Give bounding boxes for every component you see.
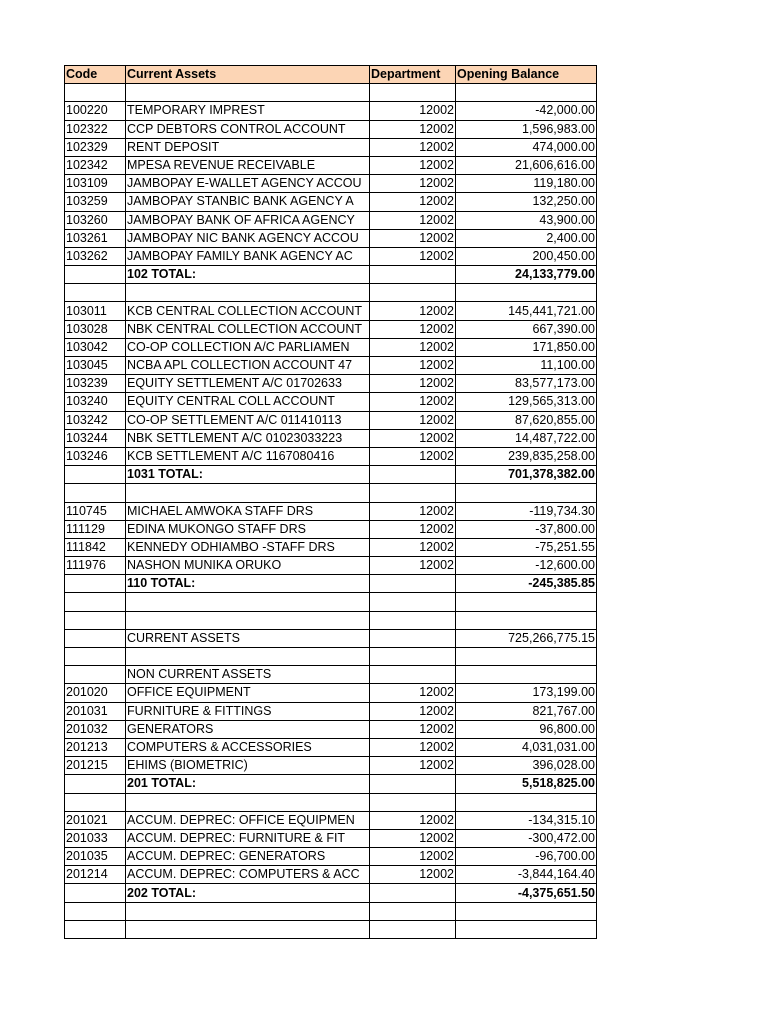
table-row (65, 502, 597, 520)
table-row (65, 793, 597, 811)
department-cell[interactable] (370, 484, 456, 502)
balance-sheet-table (64, 65, 597, 939)
table-row (65, 557, 597, 575)
opening-balance-cell[interactable]: -119,734.30 (456, 502, 597, 520)
account-name-cell[interactable] (126, 484, 370, 502)
account-name-cell[interactable] (126, 793, 370, 811)
code-cell[interactable] (65, 575, 126, 593)
table-row (65, 393, 597, 411)
opening-balance-cell[interactable]: 11,100.00 (456, 357, 597, 375)
opening-balance-cell[interactable]: 43,900.00 (456, 211, 597, 229)
code-cell[interactable] (65, 266, 126, 284)
table-row (65, 484, 597, 502)
account-name-cell[interactable] (126, 84, 370, 102)
total-row (65, 775, 597, 793)
code-cell[interactable]: 201214 (65, 866, 126, 884)
opening-balance-cell[interactable] (456, 902, 597, 920)
account-name-cell[interactable]: COMPUTERS & ACCESSORIES (126, 738, 370, 756)
opening-balance-cell[interactable]: -96,700.00 (456, 848, 597, 866)
account-name-cell[interactable]: OFFICE EQUIPMENT (126, 684, 370, 702)
code-cell[interactable]: 111842 (65, 538, 126, 556)
table-row (65, 866, 597, 884)
department-cell[interactable] (370, 920, 456, 938)
table-row (65, 156, 597, 174)
department-cell[interactable]: 12002 (370, 684, 456, 702)
opening-balance-cell[interactable]: 14,487,722.00 (456, 429, 597, 447)
department-cell[interactable]: 12002 (370, 357, 456, 375)
code-cell[interactable]: 103261 (65, 229, 126, 247)
header-opening-balance[interactable]: Opening Balance (456, 66, 597, 84)
table-row (65, 611, 597, 629)
table-row (65, 120, 597, 138)
account-name-cell[interactable]: CCP DEBTORS CONTROL ACCOUNT (126, 120, 370, 138)
table-row (65, 84, 597, 102)
account-name-cell[interactable] (126, 902, 370, 920)
table-row (65, 429, 597, 447)
table-row (65, 357, 597, 375)
code-cell[interactable] (65, 666, 126, 684)
opening-balance-cell[interactable]: 83,577,173.00 (456, 375, 597, 393)
opening-balance-cell[interactable]: 667,390.00 (456, 320, 597, 338)
code-cell[interactable]: 103240 (65, 393, 126, 411)
account-name-cell[interactable] (126, 648, 370, 666)
opening-balance-cell[interactable]: 5,518,825.00 (456, 775, 597, 793)
department-cell[interactable]: 12002 (370, 302, 456, 320)
table-row (65, 411, 597, 429)
table-row (65, 338, 597, 356)
account-name-cell[interactable]: EQUITY SETTLEMENT A/C 01702633 (126, 375, 370, 393)
code-cell[interactable]: 201033 (65, 829, 126, 847)
table-row (65, 247, 597, 265)
code-cell[interactable] (65, 593, 126, 611)
opening-balance-cell[interactable]: 239,835,258.00 (456, 447, 597, 465)
opening-balance-cell[interactable]: 821,767.00 (456, 702, 597, 720)
department-cell[interactable] (370, 902, 456, 920)
opening-balance-cell[interactable] (456, 666, 597, 684)
account-name-cell[interactable] (126, 611, 370, 629)
opening-balance-cell[interactable]: -3,844,164.40 (456, 866, 597, 884)
code-cell[interactable]: 201020 (65, 684, 126, 702)
table-row (65, 920, 597, 938)
account-name-cell[interactable]: 202 TOTAL: (126, 884, 370, 902)
code-cell[interactable]: 102322 (65, 120, 126, 138)
opening-balance-cell[interactable]: 701,378,382.00 (456, 466, 597, 484)
opening-balance-cell[interactable]: 145,441,721.00 (456, 302, 597, 320)
total-row (65, 266, 597, 284)
table-row (65, 520, 597, 538)
department-cell[interactable] (370, 666, 456, 684)
table-row (65, 702, 597, 720)
table-row (65, 629, 597, 647)
table-row (65, 375, 597, 393)
opening-balance-cell[interactable] (456, 920, 597, 938)
department-cell[interactable] (370, 648, 456, 666)
code-cell[interactable] (65, 629, 126, 647)
department-cell[interactable] (370, 593, 456, 611)
code-cell[interactable]: 102342 (65, 156, 126, 174)
account-name-cell[interactable]: EQUITY CENTRAL COLL ACCOUNT (126, 393, 370, 411)
opening-balance-cell[interactable] (456, 284, 597, 302)
opening-balance-cell[interactable]: 132,250.00 (456, 193, 597, 211)
department-cell[interactable]: 12002 (370, 120, 456, 138)
opening-balance-cell[interactable]: -245,385.85 (456, 575, 597, 593)
department-cell[interactable]: 12002 (370, 393, 456, 411)
department-cell[interactable]: 12002 (370, 720, 456, 738)
account-name-cell[interactable]: CURRENT ASSETS (126, 629, 370, 647)
opening-balance-cell[interactable]: 173,199.00 (456, 684, 597, 702)
table-row (65, 902, 597, 920)
table-row (65, 848, 597, 866)
department-cell[interactable]: 12002 (370, 429, 456, 447)
code-cell[interactable]: 103260 (65, 211, 126, 229)
table-row (65, 138, 597, 156)
department-cell[interactable]: 12002 (370, 229, 456, 247)
code-cell[interactable]: 111129 (65, 520, 126, 538)
code-cell[interactable]: 201031 (65, 702, 126, 720)
department-cell[interactable]: 12002 (370, 866, 456, 884)
department-cell[interactable]: 12002 (370, 247, 456, 265)
table-row (65, 229, 597, 247)
code-cell[interactable] (65, 920, 126, 938)
account-name-cell[interactable]: JAMBOPAY FAMILY BANK AGENCY AC (126, 247, 370, 265)
code-cell[interactable] (65, 84, 126, 102)
code-cell[interactable]: 110745 (65, 502, 126, 520)
header-row (65, 66, 597, 84)
code-cell[interactable] (65, 775, 126, 793)
department-cell[interactable] (370, 284, 456, 302)
code-cell[interactable]: 201035 (65, 848, 126, 866)
opening-balance-cell[interactable]: 87,620,855.00 (456, 411, 597, 429)
opening-balance-cell[interactable]: 4,031,031.00 (456, 738, 597, 756)
department-cell[interactable]: 12002 (370, 829, 456, 847)
code-cell[interactable]: 201021 (65, 811, 126, 829)
account-name-cell[interactable]: EHIMS (BIOMETRIC) (126, 757, 370, 775)
table-row (65, 102, 597, 120)
account-name-cell[interactable]: ACCUM. DEPREC: GENERATORS (126, 848, 370, 866)
opening-balance-cell[interactable]: 119,180.00 (456, 175, 597, 193)
department-cell[interactable]: 12002 (370, 338, 456, 356)
department-cell[interactable]: 12002 (370, 538, 456, 556)
account-name-cell[interactable]: JAMBOPAY BANK OF AFRICA AGENCY (126, 211, 370, 229)
code-cell[interactable] (65, 466, 126, 484)
opening-balance-cell[interactable] (456, 611, 597, 629)
code-cell[interactable]: 103042 (65, 338, 126, 356)
department-cell[interactable]: 12002 (370, 193, 456, 211)
code-cell[interactable] (65, 902, 126, 920)
table-row (65, 593, 597, 611)
table-row (65, 302, 597, 320)
opening-balance-cell[interactable]: 171,850.00 (456, 338, 597, 356)
table-row (65, 648, 597, 666)
table-row (65, 666, 597, 684)
department-cell[interactable] (370, 793, 456, 811)
account-name-cell[interactable]: FURNITURE & FITTINGS (126, 702, 370, 720)
opening-balance-cell[interactable] (456, 484, 597, 502)
department-cell[interactable]: 12002 (370, 848, 456, 866)
table-row (65, 538, 597, 556)
account-name-cell[interactable]: 201 TOTAL: (126, 775, 370, 793)
total-row (65, 466, 597, 484)
department-cell[interactable]: 12002 (370, 520, 456, 538)
department-cell[interactable]: 12002 (370, 811, 456, 829)
table-row (65, 284, 597, 302)
code-cell[interactable]: 103045 (65, 357, 126, 375)
account-name-cell[interactable]: CO-OP SETTLEMENT A/C 011410113 (126, 411, 370, 429)
department-cell[interactable] (370, 629, 456, 647)
table-row (65, 447, 597, 465)
opening-balance-cell[interactable] (456, 84, 597, 102)
opening-balance-cell[interactable]: 96,800.00 (456, 720, 597, 738)
code-cell[interactable]: 201213 (65, 738, 126, 756)
opening-balance-cell[interactable] (456, 648, 597, 666)
opening-balance-cell[interactable] (456, 593, 597, 611)
opening-balance-cell[interactable]: -4,375,651.50 (456, 884, 597, 902)
department-cell[interactable] (370, 611, 456, 629)
code-cell[interactable]: 103259 (65, 193, 126, 211)
department-cell[interactable]: 12002 (370, 411, 456, 429)
department-cell[interactable]: 12002 (370, 502, 456, 520)
account-name-cell[interactable]: NCBA APL COLLECTION ACCOUNT 47 (126, 357, 370, 375)
account-name-cell[interactable]: ACCUM. DEPREC: OFFICE EQUIPMEN (126, 811, 370, 829)
table-row (65, 738, 597, 756)
opening-balance-cell[interactable]: 725,266,775.15 (456, 629, 597, 647)
total-row (65, 575, 597, 593)
code-cell[interactable] (65, 484, 126, 502)
code-cell[interactable]: 111976 (65, 557, 126, 575)
opening-balance-cell[interactable]: -42,000.00 (456, 102, 597, 120)
account-name-cell[interactable]: 110 TOTAL: (126, 575, 370, 593)
department-cell[interactable]: 12002 (370, 211, 456, 229)
code-cell[interactable]: 103239 (65, 375, 126, 393)
account-name-cell[interactable]: ACCUM. DEPREC: COMPUTERS & ACC (126, 866, 370, 884)
total-row (65, 884, 597, 902)
account-name-cell[interactable]: JAMBOPAY NIC BANK AGENCY ACCOU (126, 229, 370, 247)
code-cell[interactable]: 103262 (65, 247, 126, 265)
code-cell[interactable] (65, 611, 126, 629)
opening-balance-cell[interactable]: 21,606,616.00 (456, 156, 597, 174)
code-cell[interactable]: 103109 (65, 175, 126, 193)
department-cell[interactable]: 12002 (370, 156, 456, 174)
table-row (65, 684, 597, 702)
account-name-cell[interactable]: GENERATORS (126, 720, 370, 738)
code-cell[interactable]: 103244 (65, 429, 126, 447)
department-cell[interactable]: 12002 (370, 375, 456, 393)
table-row (65, 811, 597, 829)
department-cell[interactable] (370, 466, 456, 484)
account-name-cell[interactable]: JAMBOPAY E-WALLET AGENCY ACCOU (126, 175, 370, 193)
code-cell[interactable]: 103242 (65, 411, 126, 429)
department-cell[interactable]: 12002 (370, 320, 456, 338)
opening-balance-cell[interactable]: -134,315.10 (456, 811, 597, 829)
account-name-cell[interactable] (126, 593, 370, 611)
department-cell[interactable]: 12002 (370, 138, 456, 156)
department-cell[interactable]: 12002 (370, 447, 456, 465)
account-name-cell[interactable]: TEMPORARY IMPREST (126, 102, 370, 120)
account-name-cell[interactable]: MPESA REVENUE RECEIVABLE (126, 156, 370, 174)
opening-balance-cell[interactable]: -300,472.00 (456, 829, 597, 847)
account-name-cell[interactable]: CO-OP COLLECTION A/C PARLIAMEN (126, 338, 370, 356)
code-cell[interactable]: 102329 (65, 138, 126, 156)
department-cell[interactable] (370, 775, 456, 793)
department-cell[interactable]: 12002 (370, 757, 456, 775)
account-name-cell[interactable]: NASHON MUNIKA ORUKO (126, 557, 370, 575)
code-cell[interactable] (65, 648, 126, 666)
opening-balance-cell[interactable] (456, 793, 597, 811)
account-name-cell[interactable]: JAMBOPAY STANBIC BANK AGENCY A (126, 193, 370, 211)
code-cell[interactable] (65, 793, 126, 811)
department-cell[interactable]: 12002 (370, 557, 456, 575)
header-code[interactable]: Code (65, 66, 126, 84)
department-cell[interactable]: 12002 (370, 738, 456, 756)
department-cell[interactable]: 12002 (370, 102, 456, 120)
code-cell[interactable] (65, 284, 126, 302)
account-name-cell[interactable]: MICHAEL AMWOKA STAFF DRS (126, 502, 370, 520)
account-name-cell[interactable] (126, 920, 370, 938)
opening-balance-cell[interactable]: -75,251.55 (456, 538, 597, 556)
account-name-cell[interactable]: NON CURRENT ASSETS (126, 666, 370, 684)
opening-balance-cell[interactable]: 24,133,779.00 (456, 266, 597, 284)
opening-balance-cell[interactable]: -12,600.00 (456, 557, 597, 575)
department-cell[interactable] (370, 84, 456, 102)
department-cell[interactable]: 12002 (370, 702, 456, 720)
opening-balance-cell[interactable]: 396,028.00 (456, 757, 597, 775)
opening-balance-cell[interactable]: 200,450.00 (456, 247, 597, 265)
header-department[interactable]: Department (370, 66, 456, 84)
account-name-cell[interactable]: RENT DEPOSIT (126, 138, 370, 156)
department-cell[interactable] (370, 575, 456, 593)
code-cell[interactable]: 201032 (65, 720, 126, 738)
account-name-cell[interactable] (126, 284, 370, 302)
account-name-cell[interactable]: 102 TOTAL: (126, 266, 370, 284)
code-cell[interactable]: 201215 (65, 757, 126, 775)
opening-balance-cell[interactable]: 1,596,983.00 (456, 120, 597, 138)
table-body (65, 84, 597, 939)
account-name-cell[interactable]: NBK SETTLEMENT A/C 01023033223 (126, 429, 370, 447)
account-name-cell[interactable]: EDINA MUKONGO STAFF DRS (126, 520, 370, 538)
table-row (65, 175, 597, 193)
department-cell[interactable] (370, 266, 456, 284)
header-current-assets[interactable]: Current Assets (126, 66, 370, 84)
table-row (65, 757, 597, 775)
account-name-cell[interactable]: KENNEDY ODHIAMBO -STAFF DRS (126, 538, 370, 556)
table-row (65, 829, 597, 847)
account-name-cell[interactable]: NBK CENTRAL COLLECTION ACCOUNT (126, 320, 370, 338)
account-name-cell[interactable]: 1031 TOTAL: (126, 466, 370, 484)
code-cell[interactable]: 103028 (65, 320, 126, 338)
table-row (65, 211, 597, 229)
account-name-cell[interactable]: ACCUM. DEPREC: FURNITURE & FIT (126, 829, 370, 847)
opening-balance-cell[interactable]: 2,400.00 (456, 229, 597, 247)
opening-balance-cell[interactable]: -37,800.00 (456, 520, 597, 538)
code-cell[interactable]: 103011 (65, 302, 126, 320)
opening-balance-cell[interactable]: 129,565,313.00 (456, 393, 597, 411)
code-cell[interactable]: 100220 (65, 102, 126, 120)
department-cell[interactable]: 12002 (370, 175, 456, 193)
department-cell[interactable] (370, 884, 456, 902)
opening-balance-cell[interactable]: 474,000.00 (456, 138, 597, 156)
code-cell[interactable] (65, 884, 126, 902)
account-name-cell[interactable]: KCB CENTRAL COLLECTION ACCOUNT (126, 302, 370, 320)
table-row (65, 320, 597, 338)
account-name-cell[interactable]: KCB SETTLEMENT A/C 1167080416 (126, 447, 370, 465)
code-cell[interactable]: 103246 (65, 447, 126, 465)
table-row (65, 193, 597, 211)
table-row (65, 720, 597, 738)
